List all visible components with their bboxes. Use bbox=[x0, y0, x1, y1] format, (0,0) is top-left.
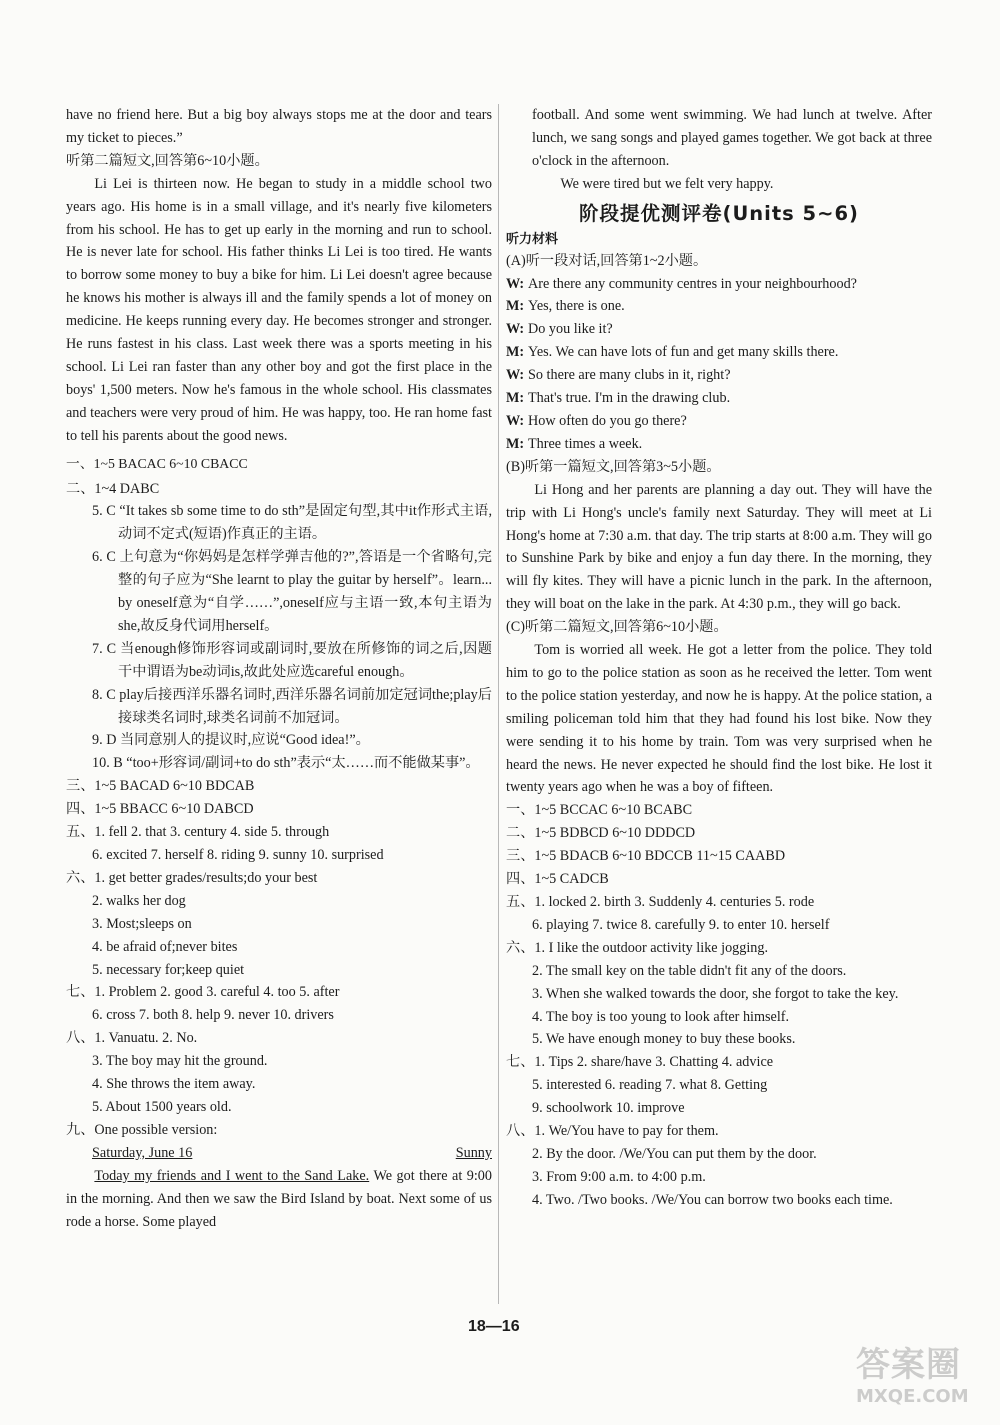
note-item: 9. D 当同意别人的提议时,应说“Good idea!”。 bbox=[92, 732, 370, 749]
answer-line: 一、1~5 BCCAC 6~10 BCABC bbox=[506, 802, 693, 819]
intro-text: have no friend here. But a big boy always stops me at the door and tears my ticket to pieces.” bbox=[66, 107, 492, 146]
dialogue-line: W: So there are many clubs in it, right? bbox=[506, 367, 731, 384]
answer-line: 5. We have enough money to buy these books. bbox=[532, 1031, 796, 1048]
diary-ending: We were tired but we felt very happy. bbox=[560, 175, 774, 192]
answer-line: 二、1~5 BDBCD 6~10 DDDCD bbox=[506, 825, 696, 842]
passage-tom: Tom is worried all week. He got a letter from the police. They told him to go to the police station as soon as he received the letter. Tom went to the police station yesterday, and now he is happy. At the police station, a smiling policeman told him that they had found his lost bike. Now they were sending it to his home by train. Tom was very surprised when he heard the news. He never expected he should find the lost bike. He lost it twenty years ago when he was a boy of fifteen. bbox=[506, 642, 932, 796]
answer-line: 一、1~5 BACAC 6~10 CBACC bbox=[66, 455, 248, 471]
passage-li-hong: Li Hong and her parents are planning a day out. They will have the trip with Li Hong's uncle's family next Saturday. They will meet at Li Hong's home at 7:30 a.m. that day. The trip starts at 8:00 a.m. They will go to Sunshine Park by bike and enjoy a fun day there. In the morning, they will fly kites. They will have a picnic lunch in the park. In the afternoon, they will boat on the lake in the park. At 4:30 p.m., they will go back. bbox=[506, 481, 932, 613]
answer-line: 三、1~5 BDACB 6~10 BDCCB 11~15 CAABD bbox=[506, 848, 786, 865]
note-item: 6. C 上句意为“你妈妈是怎样学弹吉他的?”,答语是一个省略句,完整的句子应为“She learnt to play the guitar by herself”。learn... by oneself意为“自学……”,oneself应与主语一致,本句主语为she,故反身代词用herself。 bbox=[92, 549, 492, 634]
answer-line: 二、1~4 DABC bbox=[66, 480, 160, 497]
answer-line: 八、1. Vanuatu. 2. No. bbox=[66, 1030, 198, 1047]
section-title: 阶段提优测评卷(Units 5~6) bbox=[579, 201, 859, 225]
part-label: (B)听第一篇短文,回答第3~5小题。 bbox=[506, 458, 721, 475]
watermark-logo bbox=[856, 1337, 984, 1415]
left-column bbox=[66, 104, 492, 1233]
answer-line: 四、1~5 BBACC 6~10 DABCD bbox=[66, 801, 254, 818]
dialogue-line: M: That's true. I'm in the drawing club. bbox=[506, 390, 731, 407]
page-number: 18—16 bbox=[468, 1318, 520, 1335]
dialogue-line: M: Three times a week. bbox=[506, 435, 643, 452]
column-divider bbox=[498, 104, 499, 1304]
answer-line: 五、1. locked 2. birth 3. Suddenly 4. centuries 5. rode bbox=[506, 894, 815, 910]
answer-line: 3. The boy may hit the ground. bbox=[92, 1053, 268, 1070]
dialogue-line: M: Yes, there is one. bbox=[506, 298, 625, 315]
answer-line: 六、1. I like the outdoor activity like jogging. bbox=[506, 939, 769, 956]
note-item: 5. C “It takes sb some time to do sth”是固定句型,其中it作形式主语,动词不定式(短语)作真正的主语。 bbox=[92, 503, 492, 543]
note-item: 8. C play后接西洋乐器名词时,西洋乐器名词前加定冠词the;play后接球类名词时,球类名词前不加冠词。 bbox=[92, 686, 492, 726]
answer-line: 2. The small key on the table didn't fit any of the doors. bbox=[532, 962, 847, 979]
answer-line: 4. be afraid of;never bites bbox=[92, 938, 238, 955]
answer-line: 9. schoolwork 10. improve bbox=[532, 1100, 685, 1117]
dialogue-line: W: Do you like it? bbox=[506, 321, 613, 338]
dialogue bbox=[506, 273, 932, 456]
answer-line: 七、1. Tips 2. share/have 3. Chatting 4. advice bbox=[506, 1054, 774, 1071]
answer-line: 4. She throws the item away. bbox=[92, 1076, 256, 1093]
answer-line: 6. excited 7. herself 8. riding 9. sunny 10. surprised bbox=[92, 847, 384, 863]
answer-line: 3. From 9:00 a.m. to 4:00 p.m. bbox=[532, 1168, 706, 1185]
answer-line: 3. Most;sleeps on bbox=[92, 915, 192, 932]
answer-line: 6. cross 7. both 8. help 9. never 10. drivers bbox=[92, 1007, 334, 1024]
diary-continued: football. And some went swimming. We had lunch at twelve. After lunch, we sang songs and played games together. We got back at three o'clock in the afternoon. bbox=[532, 107, 932, 169]
diary-date: Saturday, June 16 bbox=[92, 1144, 193, 1161]
answer-line: 5. necessary for;keep quiet bbox=[92, 961, 245, 978]
listening-label: 听力材料 bbox=[506, 231, 559, 247]
dialogue-line: W: How often do you go there? bbox=[506, 412, 687, 429]
answer-line: 5. interested 6. reading 7. what 8. Getting bbox=[532, 1077, 768, 1094]
dialogue-line: W: Are there any community centres in your neighbourhood? bbox=[506, 275, 857, 292]
answer-line: 3. When she walked towards the door, she forgot to take the key. bbox=[532, 985, 899, 1002]
passage-li-lei: Li Lei is thirteen now. He began to study in a middle school two years ago. His home is in a small village, and it's nearly five kilometers from his school. He has to get up early in the morning and run to school. He is never late for school. His father thinks Li Lei is too tired. He wants to borrow some money to buy a bike for him. Li Lei doesn't agree because he knows his mother is always ill and the family spends a lot of money on medicine. He keeps running every day. He becomes stronger and stronger. He runs fastest in his class. Last week there was a sports meeting in his school. Li Lei ran faster than any other boy and got the first place in the boys' 1,500 meters. Now he's famous in the whole school. His classmates and teachers were very proud of him. He was happy, too. He ran home fast to tell his parents about the good news. bbox=[66, 175, 492, 444]
watermark-url: MXQE.COM bbox=[856, 1386, 969, 1407]
answer-line: 三、1~5 BACAD 6~10 BDCAB bbox=[66, 778, 255, 795]
diary-body bbox=[66, 1165, 492, 1234]
watermark-text: 答案圈 bbox=[856, 1345, 961, 1385]
answer-line: 九、One possible version: bbox=[66, 1121, 218, 1138]
answer-line: 2. By the door. /We/You can put them by the door. bbox=[532, 1145, 817, 1162]
note-item: 10. B “too+形容词/副词+to do sth”表示“太……而不能做某事”。 bbox=[92, 755, 480, 772]
right-column bbox=[506, 104, 932, 1212]
section-label: 听第二篇短文,回答第6~10小题。 bbox=[66, 152, 269, 169]
diary-first-sentence: Today my friends and I went to the Sand Lake. bbox=[94, 1167, 370, 1184]
answer-line: 六、1. get better grades/results;do your best bbox=[66, 869, 318, 886]
part-label: (C)听第二篇短文,回答第6~10小题。 bbox=[506, 619, 728, 636]
answer-line: 6. playing 7. twice 8. carefully 9. to enter 10. herself bbox=[532, 916, 830, 933]
answer-line: 4. The boy is too young to look after himself. bbox=[532, 1008, 790, 1025]
part-label: (A)听一段对话,回答第1~2小题。 bbox=[506, 252, 708, 269]
answer-line: 八、1. We/You have to pay for them. bbox=[506, 1123, 719, 1140]
answer-line: 2. walks her dog bbox=[92, 892, 186, 909]
answer-line: 五、1. fell 2. that 3. century 4. side 5. through bbox=[66, 824, 330, 841]
diary-header bbox=[66, 1142, 492, 1165]
diary-weather: Sunny bbox=[455, 1144, 492, 1161]
answer-line: 四、1~5 CADCB bbox=[506, 871, 609, 888]
answer-line: 七、1. Problem 2. good 3. careful 4. too 5. after bbox=[66, 984, 340, 1001]
answer-line: 5. About 1500 years old. bbox=[92, 1098, 232, 1115]
answer-line: 4. Two. /Two books. /We/You can borrow two books each time. bbox=[532, 1191, 893, 1208]
dialogue-line: M: Yes. We can have lots of fun and get many skills there. bbox=[506, 344, 839, 361]
note-item: 7. C 当enough修饰形容词或副词时,要放在所修饰的词之后,因题干中谓语为be动词is,故此处应选careful enough。 bbox=[92, 640, 492, 680]
diary-rest: We got there at 9:00 in the morning. And then we saw the Bird Island by boat. Next some of us rode a horse. Some played bbox=[66, 1167, 492, 1230]
